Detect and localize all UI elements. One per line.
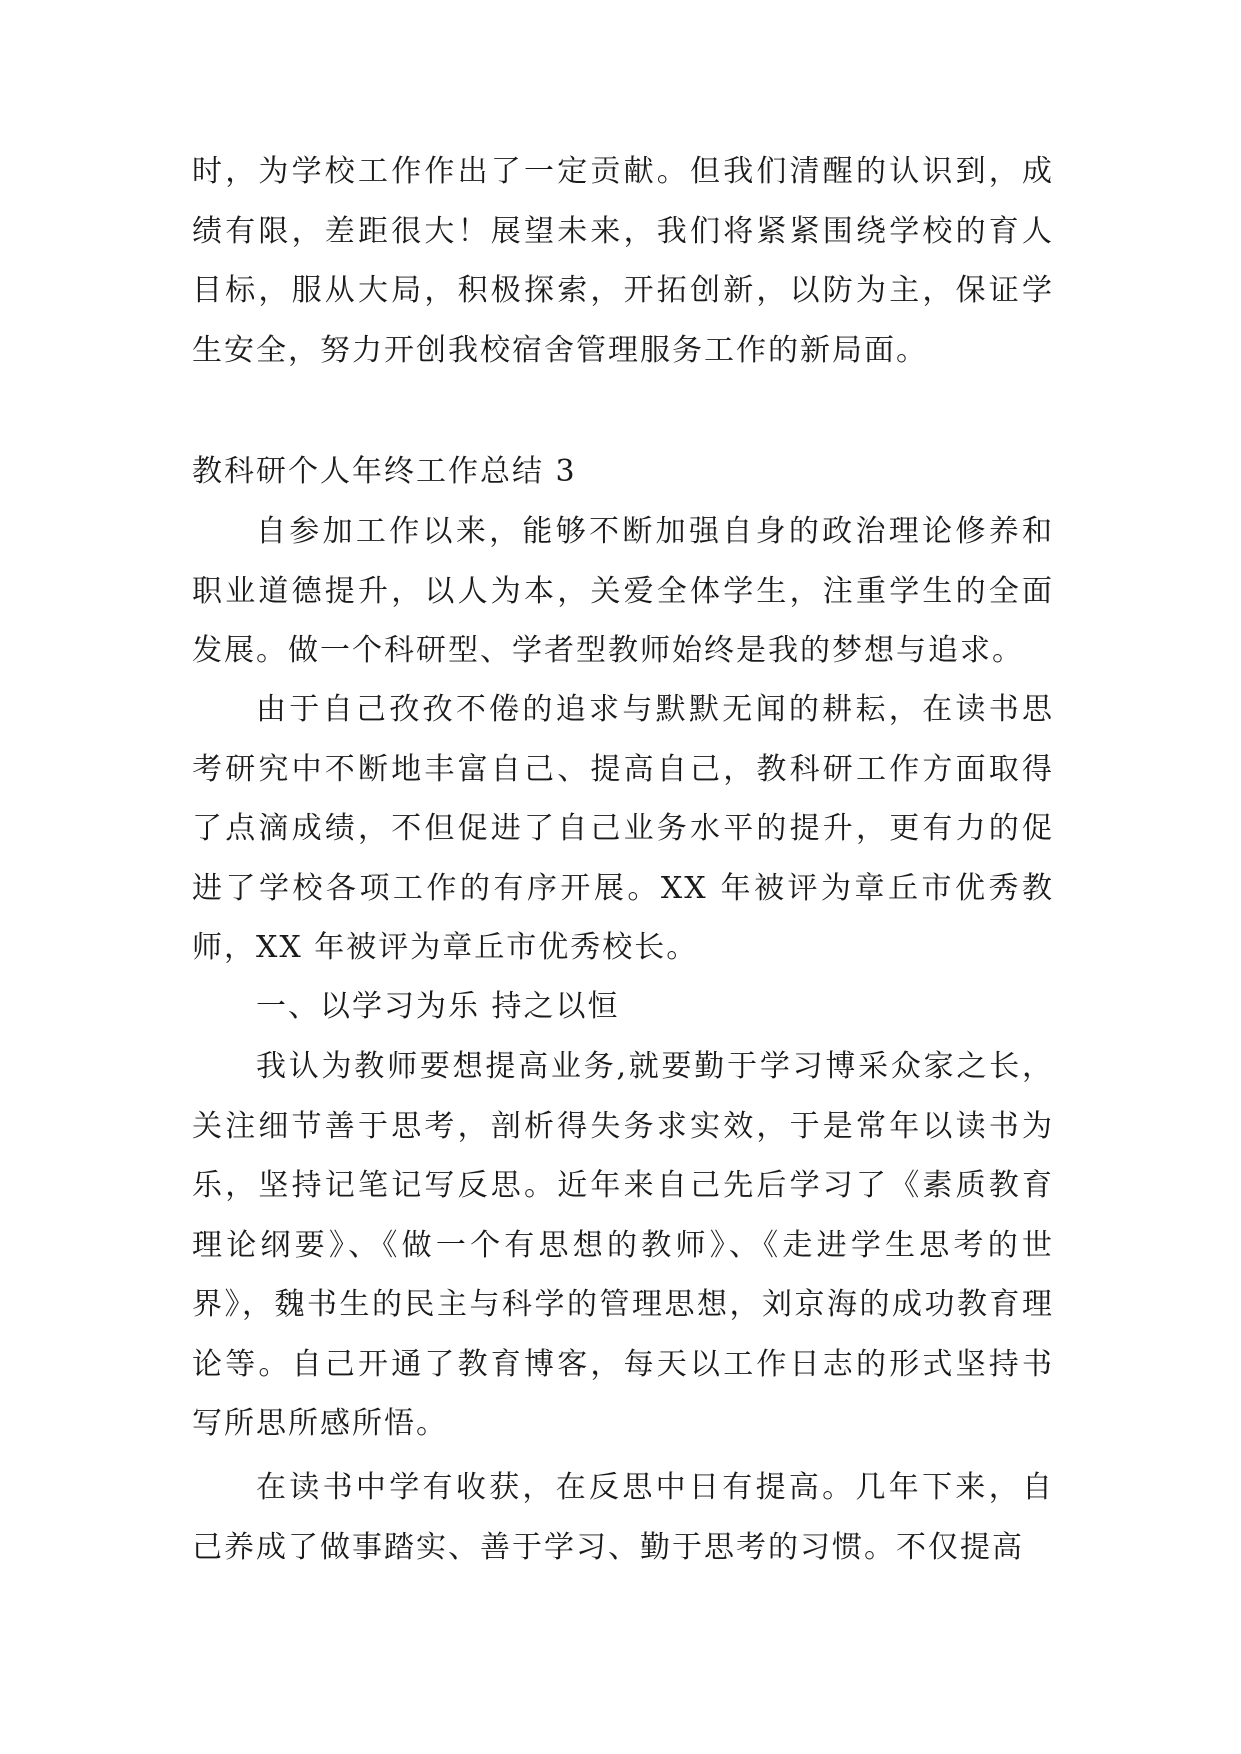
paragraph-achievements: 由于自己孜孜不倦的追求与默默无闻的耕耘，在读书思考研究中不断地丰富自己、提高自己，教科研工作方面取得了点滴成绩，不但促进了自己业务水平的提升，更有力的促进了学校各项工作的有序开展。XX 年被评为章丘市优秀教师，XX 年被评为章丘市优秀校长。 [192, 692, 1054, 965]
subheading-learning: 一、以学习为乐 持之以恒 [256, 989, 620, 1024]
paragraph-intro: 自参加工作以来，能够不断加强自身的政治理论修养和职业道德提升，以人为本，关爱全体学生，注重学生的全面发展。做一个科研型、学者型教师始终是我的梦想与追求。 [192, 514, 1054, 668]
paragraph-reading: 我认为教师要想提高业务,就要勤于学习博采众家之长，关注细节善于思考，剖析得失务求实效，于是常年以读书为乐，坚持记笔记写反思。近年来自己先后学习了《素质教育理论纲要》、《做一个有思想的教师》、《走进学生思考的世界》，魏书生的民主与科学的管理思想，刘京海的成功教育理论等。自己开通了教育博客，每天以工作日志的形式坚持书写所思所感所悟。 [192, 1049, 1054, 1441]
section-title: 教科研个人年终工作总结 3 [192, 454, 577, 489]
paragraph-reflection: 在读书中学有收获，在反思中日有提高。几年下来，自己养成了做事踏实、善于学习、勤于思考的习惯。不仅提高 [192, 1470, 1054, 1565]
continuation-paragraph: 时，为学校工作作出了一定贡献。但我们清醒的认识到，成绩有限，差距很大！展望未来，我们将紧紧围绕学校的育人目标，服从大局，积极探索，开拓创新，以防为主，保证学生安全，努力开创我校宿舍管理服务工作的新局面。 [192, 154, 1054, 368]
